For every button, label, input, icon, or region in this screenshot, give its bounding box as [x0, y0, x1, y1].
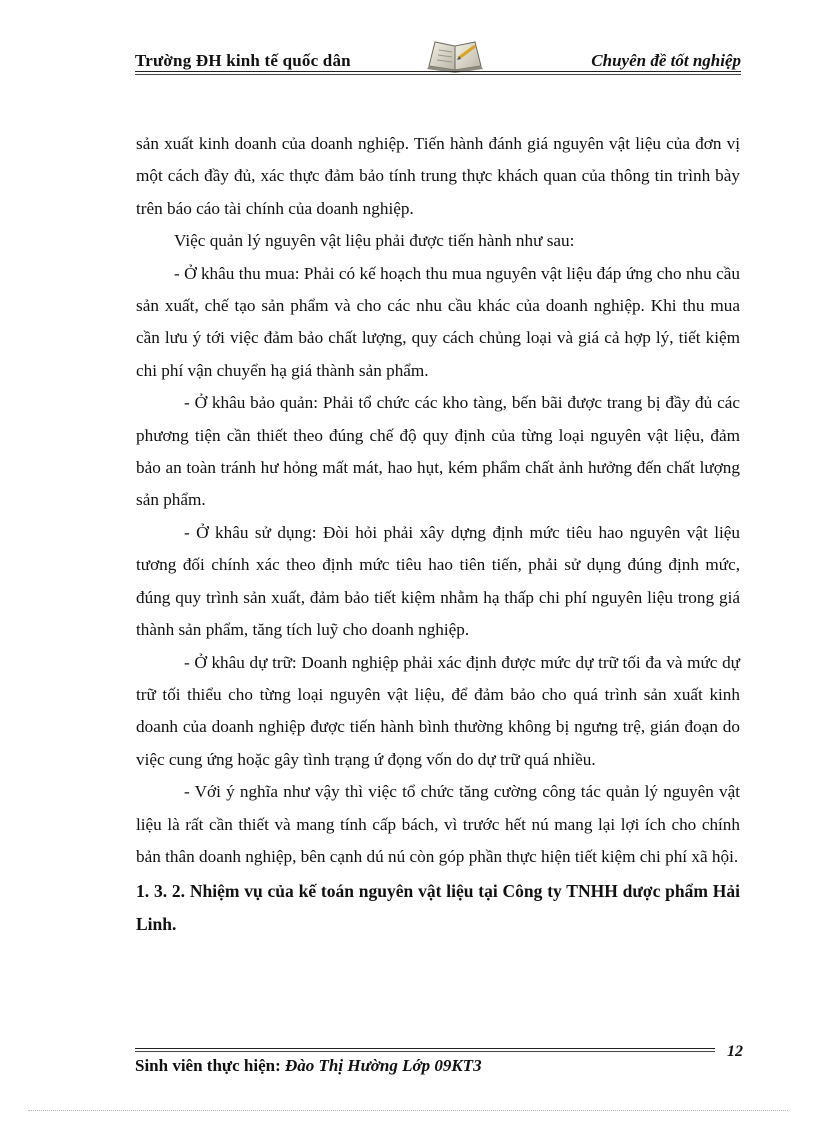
page-number: 12 [727, 1043, 743, 1060]
section-heading: 1. 3. 2. Nhiệm vụ của kế toán nguyên vật liệu tại Công ty TNHH dược phẩm Hải Linh. [136, 881, 740, 934]
header-rule [135, 71, 741, 72]
student-name: Đào Thị Hường Lớp 09KT3 [285, 1056, 482, 1075]
page-header [135, 36, 741, 76]
paragraph-intro: sản xuất kinh doanh của doanh nghiệp. Tiến hành đánh giá nguyên vật liệu của đơn vị một cách đầy đủ, xác thực đảm bảo tính trung thực khách quan của thông tin trình bày trên báo cáo tài chính của doanh nghiệp. [136, 134, 740, 218]
paragraph-significance: - Với ý nghĩa như vậy thì việc tổ chức tăng cường công tác quản lý nguyên vật liệu là rất cần thiết và mang tính cấp bách, vì trước hết nú mang lại lợi ích cho chính bản thân doanh nghiệp, bên cạnh dú nú còn góp phần thực hiện tiết kiệm chi phí xã hội. [136, 782, 740, 866]
page-bottom-dotted-border [28, 1110, 788, 1111]
university-name: Trường ĐH kinh tế quốc dân [135, 51, 351, 70]
header-rule-secondary [135, 74, 741, 75]
document-body [136, 128, 740, 940]
student-info [135, 1056, 482, 1076]
footer-rule [135, 1048, 715, 1049]
student-label: Sinh viên thực hiện: [135, 1056, 281, 1075]
paragraph-usage: - Ở khâu sử dụng: Đòi hỏi phải xây dựng định mức tiêu hao nguyên vật liệu tương đối chính xác theo định mức tiêu hao tiên tiến, phải sử dụng đúng định mức, đúng quy trình sản xuất, đảm bảo tiết kiệm nhằm hạ thấp chi phí nguyên liệu trong giá thành sản phẩm, tăng tích luỹ cho doanh nghiệp. [136, 522, 740, 640]
paragraph-reserve: - Ở khâu dự trữ: Doanh nghiệp phải xác định được mức dự trữ tối đa và mức dự trữ tối thiểu cho từng loại nguyên vật liệu, để đảm bảo cho quá trình sản xuất kinh doanh của doanh nghiệp được tiến hành bình thường không bị ngưng trệ, gián đoạn do việc cung ứng hoặc gây tình trạng ứ đọng vốn do dự trữ quá nhiều. [136, 652, 740, 769]
paragraph-storage: - Ở khâu bảo quản: Phải tổ chức các kho tàng, bến bãi được trang bị đầy đủ các phương tiện cần thiết theo đúng chế độ quy định của từng loại nguyên vật liệu, đảm bảo an toàn tránh hư hỏng mất mát, hao hụt, kém phẩm chất ảnh hưởng đến chất lượng sản phẩm. [136, 393, 740, 510]
paragraph-management: Việc quản lý nguyên vật liệu phải được tiến hành như sau: [174, 231, 575, 251]
page-footer [135, 1043, 745, 1083]
thesis-title: Chuyên đề tốt nghiệp [591, 51, 741, 70]
paragraph-purchasing: - Ở khâu thu mua: Phải có kế hoạch thu mua nguyên vật liệu đáp ứng cho nhu cầu sản xuất, chế tạo sản phẩm và cho các nhu cầu khác của doanh nghiệp. Khi thu mua cần lưu ý tới việc đảm bảo chất lượng, quy cách chủng loại và giá cả hợp lý, tiết kiệm chi phí vận chuyển hạ giá thành sản phẩm. [136, 263, 740, 380]
open-book-icon [425, 36, 485, 74]
footer-rule-secondary [135, 1051, 715, 1052]
